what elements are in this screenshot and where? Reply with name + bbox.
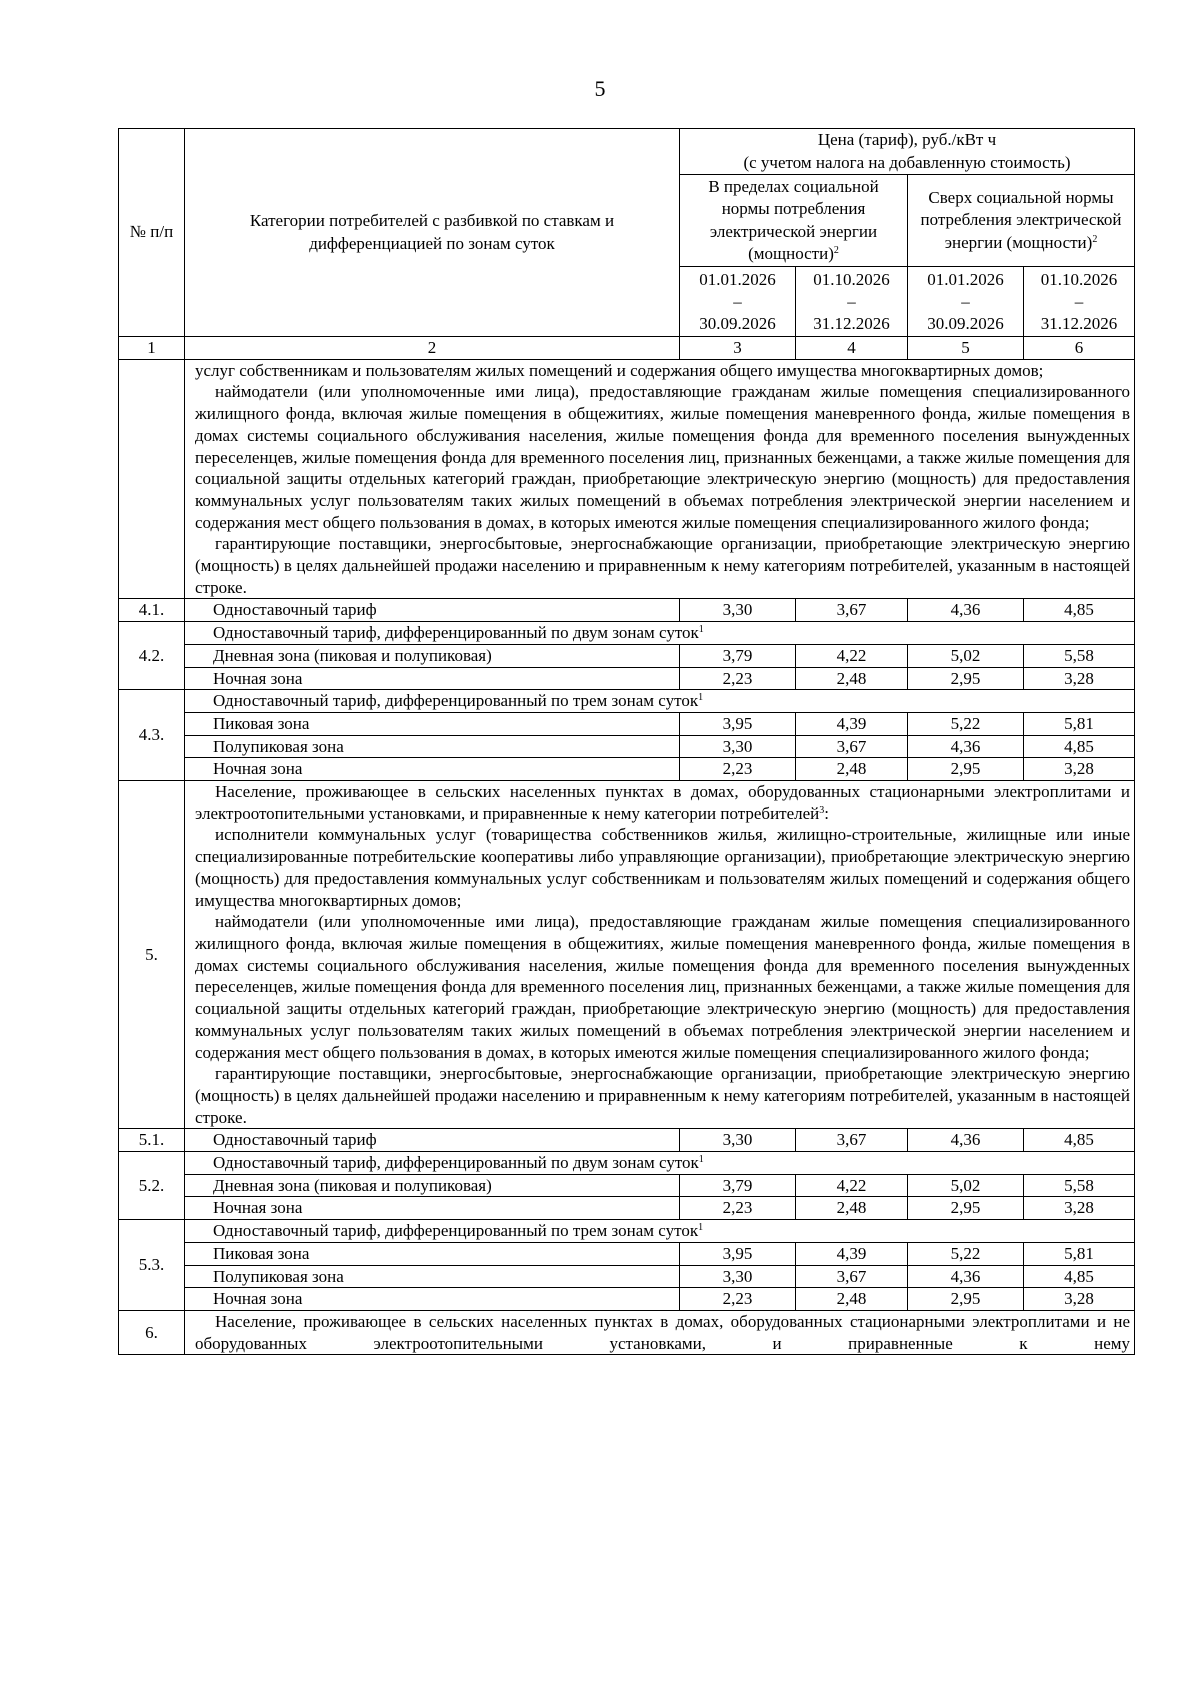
paragraph: Население, проживающее в сельских населенных пунктах в домах, оборудованных стационарными электроплитами и электроотопительными установками, и приравненные к нему категории потребителей$^3$: xyxy=(195,782,1130,823)
zone-name: Дневная зона (пиковая и полупиковая) xyxy=(185,1174,680,1197)
value-cell: 2,95 xyxy=(908,1288,1024,1311)
value-cell: 2,48 xyxy=(796,758,908,781)
zone-name: Полупиковая зона xyxy=(185,735,680,758)
value-cell: 2,48 xyxy=(796,1197,908,1220)
column-number: 5 xyxy=(908,337,1024,360)
section-4-description-row xyxy=(119,359,1135,599)
zone-name: Пиковая зона xyxy=(185,1242,680,1265)
period-cell: 01.01.2026 – 30.09.2026 xyxy=(680,267,796,337)
value-cell: 5,22 xyxy=(908,712,1024,735)
value-cell: 4,85 xyxy=(1024,1265,1135,1288)
column-number: 2 xyxy=(185,337,680,360)
value-cell: 2,23 xyxy=(680,1288,796,1311)
table-row xyxy=(119,1288,1135,1311)
value-cell: 4,85 xyxy=(1024,599,1135,622)
tariff-group-title: Одноставочный тариф, дифференцированный по трем зонам суток$^1$ xyxy=(185,1220,1135,1243)
table-row xyxy=(119,622,1135,645)
row-number: 5.3. xyxy=(119,1220,185,1311)
zone-name: Дневная зона (пиковая и полупиковая) xyxy=(185,644,680,667)
column-number: 3 xyxy=(680,337,796,360)
tariff-group-title: Одноставочный тариф, дифференцированный по двум зонам суток$^1$ xyxy=(185,1152,1135,1175)
value-cell: 5,22 xyxy=(908,1242,1024,1265)
value-cell: 5,81 xyxy=(1024,712,1135,735)
value-cell: 3,28 xyxy=(1024,758,1135,781)
value-cell: 3,67 xyxy=(796,1129,908,1152)
price-title-line-2: (с учетом налога на добавленную стоимость) xyxy=(743,152,1071,172)
value-cell: 3,67 xyxy=(796,599,908,622)
table-row xyxy=(119,758,1135,781)
row-number: 4.3. xyxy=(119,690,185,781)
value-cell: 2,95 xyxy=(908,667,1024,690)
value-cell: 3,30 xyxy=(680,735,796,758)
paragraph: наймодатели (или уполномоченные ими лица), предоставляющие гражданам жилые помещения специализированного жилищного фонда, включая жилые помещения в общежитиях, жилые помещения маневренного фонда, жилые помещения в домах системы социального обслуживания населения, жилые помещения фонда для временного поселения вынужденных переселенцев, жилые помещения фонда для временного поселения лиц, признанных беженцами, а также жилые помещения для социальной защиты отдельных категорий граждан, приобретающие электрическую энергию (мощность) для предоставления коммунальных услуг пользователям таких жилых помещений в объемах потребления электрической энергии населением и содержания мест общего пользования в домах, в которых имеются жилые помещения специализированного жилого фонда; xyxy=(195,382,1130,532)
value-cell: 4,85 xyxy=(1024,735,1135,758)
within-norm-text: В пределах социальной нормы потребления электрической энергии (мощности) xyxy=(708,176,879,263)
zone-name: Полупиковая зона xyxy=(185,1265,680,1288)
zone-name: Ночная зона xyxy=(185,1288,680,1311)
period-cell: 01.01.2026 – 30.09.2026 xyxy=(908,267,1024,337)
value-cell: 2,48 xyxy=(796,667,908,690)
period-cell: 01.10.2026 – 31.12.2026 xyxy=(796,267,908,337)
value-cell: 4,85 xyxy=(1024,1129,1135,1152)
value-cell: 2,95 xyxy=(908,758,1024,781)
tariff-group-title: Одноставочный тариф, дифференцированный по двум зонам суток$^1$ xyxy=(185,622,1135,645)
paragraph: исполнители коммунальных услуг (товарищества собственников жилья, жилищно-строительные, жилищные или иные специализированные потребительские кооперативы либо управляющие организации), приобретающие электрическую энергию (мощность) для предоставления коммунальных услуг собственникам и пользователям жилых помещений и содержания общего имущества многоквартирных домов; xyxy=(195,825,1130,910)
value-cell: 3,95 xyxy=(680,712,796,735)
row-number: 4.1. xyxy=(119,599,185,622)
tariff-group-title: Одноставочный тариф, дифференцированный по трем зонам суток$^1$ xyxy=(185,690,1135,713)
value-cell: 2,23 xyxy=(680,758,796,781)
paragraph: Население, проживающее в сельских населенных пунктах в домах, оборудованных стационарными электроплитами и не оборудованных электроотопительными установками, и приравненные к нему xyxy=(195,1311,1130,1353)
column-number: 4 xyxy=(796,337,908,360)
table-row xyxy=(119,1242,1135,1265)
header-row-price xyxy=(119,129,1135,175)
zone-name: Ночная зона xyxy=(185,1197,680,1220)
price-title-line-1: Цена (тариф), руб./кВт ч xyxy=(817,130,997,149)
column-number: 1 xyxy=(119,337,185,360)
section-5-description xyxy=(185,781,1135,1129)
value-cell: 4,36 xyxy=(908,735,1024,758)
value-cell: 2,48 xyxy=(796,1288,908,1311)
value-cell: 5,58 xyxy=(1024,1174,1135,1197)
value-cell: 3,28 xyxy=(1024,667,1135,690)
table-row xyxy=(119,1197,1135,1220)
value-cell: 4,36 xyxy=(908,1265,1024,1288)
value-cell: 2,23 xyxy=(680,667,796,690)
value-cell: 3,30 xyxy=(680,1129,796,1152)
paragraph: наймодатели (или уполномоченные ими лица), предоставляющие гражданам жилые помещения специализированного жилищного фонда, включая жилые помещения в общежитиях, жилые помещения маневренного фонда, жилые помещения в домах системы социального обслуживания населения, жилые помещения фонда для временного поселения вынужденных переселенцев, жилые помещения фонда для временного поселения лиц, признанных беженцами, а также жилые помещения для социальной защиты отдельных категорий граждан, приобретающие электрическую энергию (мощность) для предоставления коммунальных услуг пользователям таких жилых помещений в объемах потребления электрической энергии населением и содержания мест общего пользования в домах, в которых имеются жилые помещения специализированного жилого фонда; xyxy=(195,912,1130,1062)
row-number: 5. xyxy=(119,781,185,1129)
value-cell: 4,39 xyxy=(796,1242,908,1265)
row-number: 6. xyxy=(119,1310,185,1354)
section-4-description xyxy=(185,359,1135,599)
table-row xyxy=(119,667,1135,690)
header-above-norm xyxy=(908,175,1135,267)
value-cell: 3,67 xyxy=(796,735,908,758)
table-row xyxy=(119,735,1135,758)
header-col-category: Категории потребителей с разбивкой по ставкам и дифференциацией по зонам суток xyxy=(185,129,680,337)
value-cell: 3,28 xyxy=(1024,1197,1135,1220)
value-cell: 3,28 xyxy=(1024,1288,1135,1311)
table-row xyxy=(119,1220,1135,1243)
section-6-description xyxy=(185,1310,1135,1354)
section-6-description-row xyxy=(119,1310,1135,1354)
table-row xyxy=(119,1265,1135,1288)
column-number: 6 xyxy=(1024,337,1135,360)
value-cell: 2,23 xyxy=(680,1197,796,1220)
table-row xyxy=(119,644,1135,667)
value-cell: 3,67 xyxy=(796,1265,908,1288)
table-row xyxy=(119,712,1135,735)
paragraph: гарантирующие поставщики, энергосбытовые, энергоснабжающие организации, приобретающие электрическую энергию (мощность) в целях дальнейшей продажи населению и приравненным к нему категориям потребителей, указанным в настоящей строке. xyxy=(195,1064,1130,1127)
table-row xyxy=(119,1152,1135,1175)
paragraph: гарантирующие поставщики, энергосбытовые, энергоснабжающие организации, приобретающие электрическую энергию (мощность) в целях дальнейшей продажи населению и приравненным к нему категориям потребителей, указанным в настоящей строке. xyxy=(195,534,1130,597)
value-cell: 3,30 xyxy=(680,599,796,622)
row-number: 5.2. xyxy=(119,1152,185,1220)
header-col-number: № п/п xyxy=(119,129,185,337)
row-number: 4.2. xyxy=(119,622,185,690)
paragraph: услуг собственникам и пользователям жилых помещений и содержания общего имущества многоквартирных домов; xyxy=(195,360,1044,380)
value-cell: 5,58 xyxy=(1024,644,1135,667)
footnote-mark: 2 xyxy=(833,245,839,256)
value-cell: 5,02 xyxy=(908,1174,1024,1197)
value-cell: 4,22 xyxy=(796,1174,908,1197)
table-row xyxy=(119,1174,1135,1197)
section-5-description-row xyxy=(119,781,1135,1129)
above-norm-text: Сверх социальной нормы потребления электрической энергии (мощности) xyxy=(920,187,1122,252)
zone-name: Пиковая зона xyxy=(185,712,680,735)
table-row xyxy=(119,599,1135,622)
value-cell: 4,22 xyxy=(796,644,908,667)
value-cell: 3,95 xyxy=(680,1242,796,1265)
zone-name: Ночная зона xyxy=(185,667,680,690)
table-row xyxy=(119,1129,1135,1152)
table-row xyxy=(119,690,1135,713)
period-cell: 01.10.2026 – 31.12.2026 xyxy=(1024,267,1135,337)
value-cell: 5,02 xyxy=(908,644,1024,667)
value-cell: 3,79 xyxy=(680,644,796,667)
tariff-table xyxy=(118,128,1135,1355)
value-cell: 2,95 xyxy=(908,1197,1024,1220)
footnote-mark: 2 xyxy=(1092,233,1098,245)
zone-name: Ночная зона xyxy=(185,758,680,781)
row-number: 5.1. xyxy=(119,1129,185,1152)
value-cell: 4,36 xyxy=(908,599,1024,622)
page-number: 5 xyxy=(594,76,606,101)
column-number-row xyxy=(119,337,1135,360)
tariff-name: Одноставочный тариф xyxy=(185,599,680,622)
tariff-name: Одноставочный тариф xyxy=(185,1129,680,1152)
value-cell: 3,79 xyxy=(680,1174,796,1197)
value-cell: 5,81 xyxy=(1024,1242,1135,1265)
header-within-norm xyxy=(680,175,908,267)
value-cell: 3,30 xyxy=(680,1265,796,1288)
value-cell: 4,36 xyxy=(908,1129,1024,1152)
header-price-title xyxy=(680,129,1135,175)
row-number xyxy=(119,359,185,599)
value-cell: 4,39 xyxy=(796,712,908,735)
